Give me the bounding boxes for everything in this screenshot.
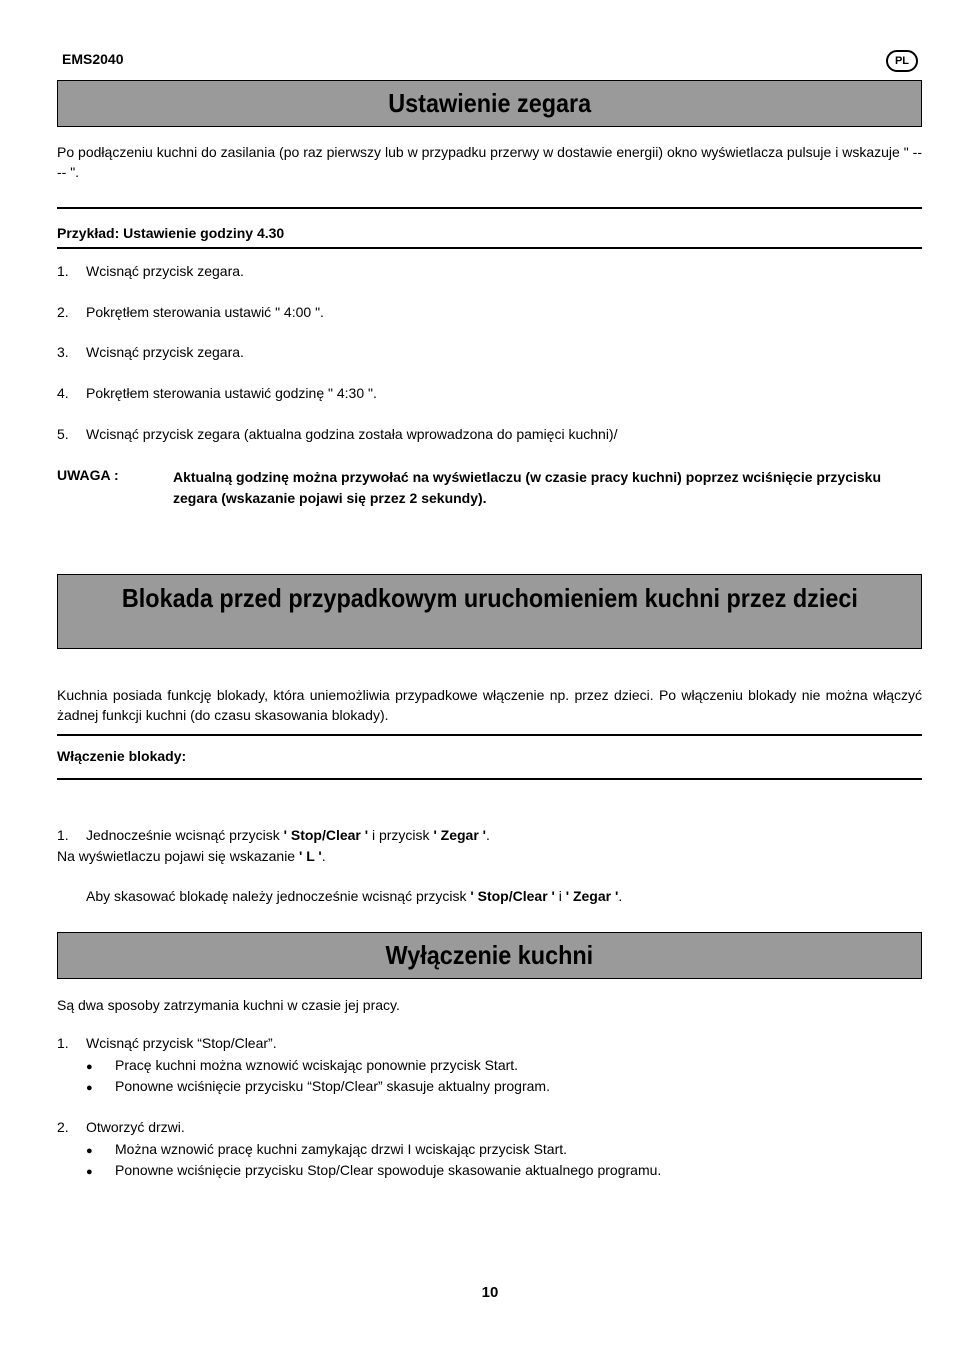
list-text: Pokrętłem sterowania ustawić " 4:00 ". [86, 304, 324, 320]
model-code: EMS2040 [62, 51, 124, 67]
list-text: Jednocześnie wcisnąć przycisk [86, 827, 284, 843]
section-title-childlock [57, 574, 922, 649]
bullet-item [86, 1162, 661, 1178]
lock-enable-heading: Włączenie blokady: [57, 748, 187, 764]
list-text: Wcisnąć przycisk zegara (aktualna godzina została wprowadzona do pamięci kuchni)/ [86, 426, 618, 442]
note-label: UWAGA : [57, 467, 119, 483]
divider [57, 207, 922, 209]
cancel-text: . [618, 888, 623, 904]
bullet-icon: ● [86, 1145, 93, 1157]
divider [57, 247, 922, 249]
bullet-text: Ponowne wciśnięcie przycisku “Stop/Clear” skasuje aktualny program. [115, 1078, 550, 1094]
bullet-item [86, 1141, 567, 1157]
clock-key: ' Zegar ' [565, 888, 619, 904]
list-text: Wcisnąć przycisk “Stop/Clear”. [86, 1035, 277, 1051]
section-title-clock [57, 80, 922, 127]
list-item [57, 304, 324, 320]
list-text: Wcisnąć przycisk zegara. [86, 263, 244, 279]
clock-key: ' Zegar ' [433, 827, 486, 843]
bullet-text: Pracę kuchni można wznowić wciskając ponownie przycisk Start. [115, 1057, 519, 1073]
display-text: Na wyświetlaczu pojawi się wskazanie [57, 848, 299, 864]
language-badge: PL [886, 50, 918, 72]
section-title-clock-text: Ustawienie zegara [388, 88, 591, 118]
note-text: Aktualną godzinę można przywołać na wyświetlaczu (w czasie pracy kuchni) poprzez wciśnięcie przycisku zegara (wskazanie pojawi się przez 2 sekundy). [173, 469, 881, 506]
section-title-stop [57, 932, 922, 979]
list-item [57, 263, 244, 279]
childlock-intro: Kuchnia posiada funkcję blokady, która uniemożliwia przypadkowe włączenie np. przez dzieci. Po włączeniu blokady nie można włączyć żadnej funkcji kuchni (do czasu skasowania blokady). [57, 687, 922, 723]
list-number: 1. [57, 1035, 69, 1051]
lock-indicator: ' L ' [299, 848, 322, 864]
bullet-item [86, 1057, 518, 1073]
bullet-text: Ponowne wciśnięcie przycisku Stop/Clear spowoduje skasowanie aktualnego programu. [115, 1162, 662, 1178]
list-text: Pokrętłem sterowania ustawić godzinę " 4:30 ". [86, 385, 377, 401]
stop-clear-key: ' Stop/Clear ' [283, 827, 369, 843]
list-item [57, 344, 244, 360]
bullet-icon: ● [86, 1082, 93, 1094]
list-text: Wcisnąć przycisk zegara. [86, 344, 244, 360]
list-number: 1. [57, 263, 69, 279]
divider [57, 778, 922, 780]
list-text: . [486, 827, 490, 843]
list-item [57, 1119, 185, 1135]
lock-cancel-instruction [86, 888, 622, 904]
list-text: Otworzyć drzwi. [86, 1119, 185, 1135]
bullet-icon: ● [86, 1166, 93, 1178]
display-text: . [321, 848, 326, 864]
cancel-text: i [554, 888, 566, 904]
list-item [57, 827, 490, 843]
clock-intro: Po podłączeniu kuchni do zasilania (po raz pierwszy lub w przypadku przerwy w dostawie energii) okno wyświetlacza pulsuje i wskazuje " ---- ". [57, 144, 922, 180]
list-item [57, 385, 377, 401]
list-number: 4. [57, 385, 69, 401]
bullet-text: Można wznowić pracę kuchni zamykając drzwi I wciskając przycisk Start. [115, 1141, 568, 1157]
list-number: 1. [57, 827, 69, 843]
list-number: 2. [57, 1119, 69, 1135]
divider [57, 734, 922, 736]
list-number: 2. [57, 304, 69, 320]
page-number: 10 [481, 1284, 499, 1301]
list-item [57, 426, 617, 442]
example-heading: Przykład: Ustawienie godziny 4.30 [57, 225, 285, 241]
cancel-text: Aby skasować blokadę należy jednocześnie wcisnąć przycisk [86, 888, 471, 904]
list-number: 5. [57, 426, 69, 442]
bullet-item [86, 1078, 550, 1094]
section-title-stop-text: Wyłączenie kuchni [385, 940, 594, 970]
stop-clear-key: ' Stop/Clear ' [470, 888, 555, 904]
stop-intro: Są dwa sposoby zatrzymania kuchni w czasie jej pracy. [57, 997, 400, 1013]
list-number: 3. [57, 344, 69, 360]
section-title-childlock-text: Blokada przed przypadkowym uruchomieniem kuchni przez dzieci [121, 583, 858, 613]
list-item [57, 1035, 277, 1051]
bullet-icon: ● [86, 1061, 93, 1073]
list-text: i przycisk [368, 827, 434, 843]
display-indication [57, 848, 326, 864]
